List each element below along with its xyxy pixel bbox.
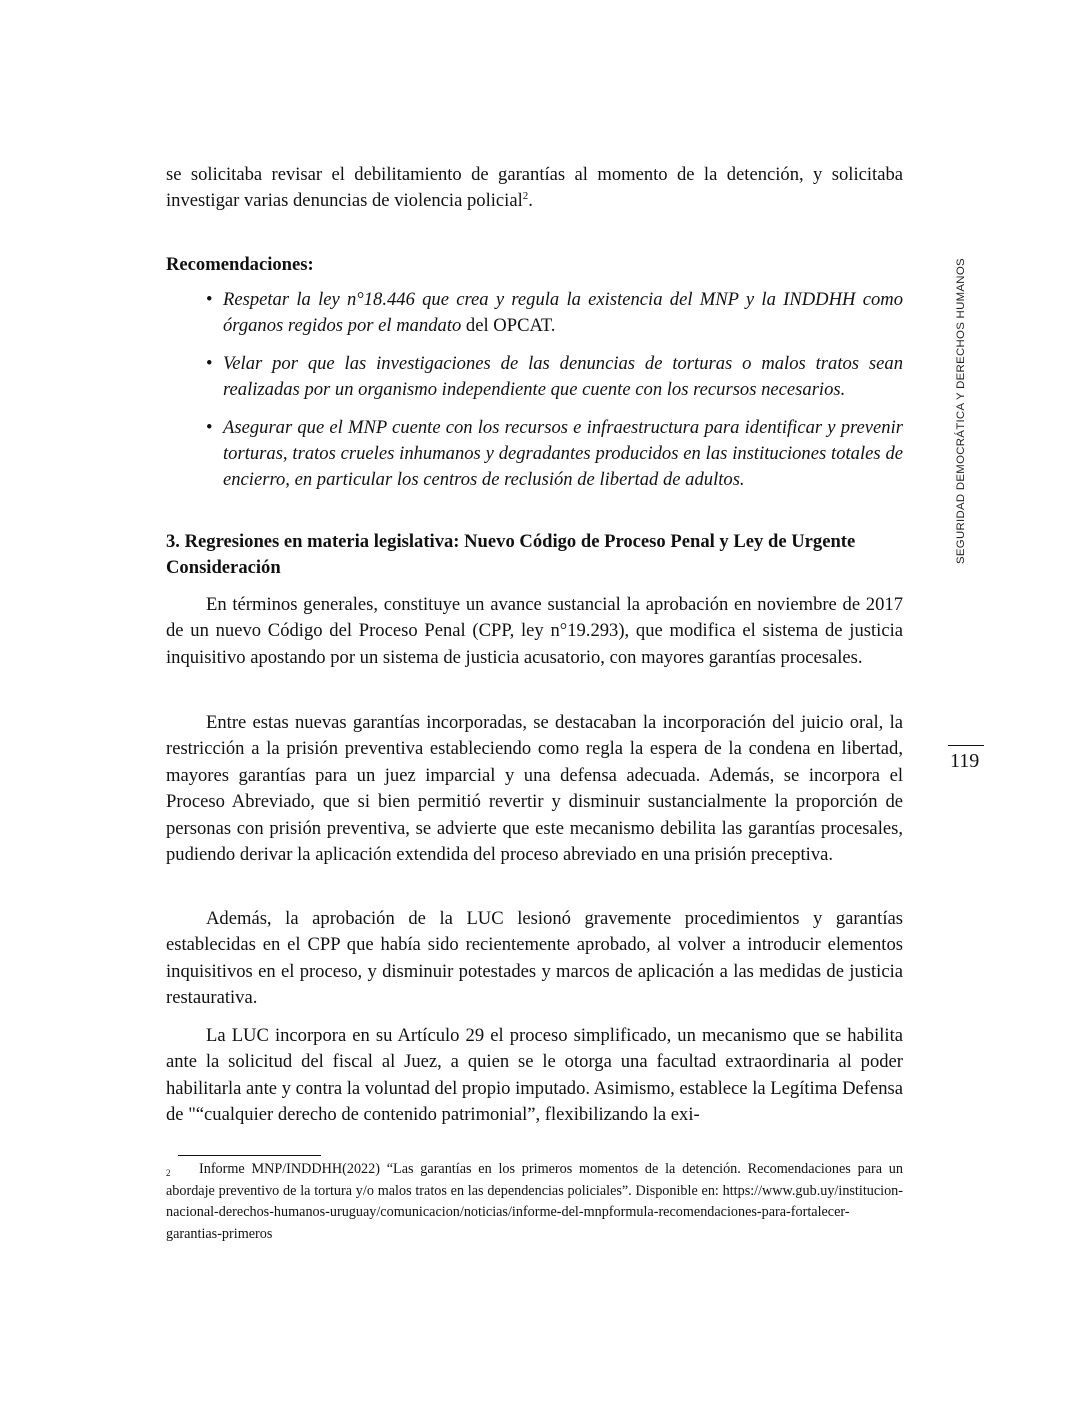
- paragraph-4: La LUC incorpora en su Artículo 29 el proceso simplificado, un mecanismo que se habilita ante la solicitud del fiscal al Juez, a quien se le otorga una facultad extraordinaria al poder habilitarla ante y contra la voluntad del propio imputado. Asimismo, establece la Legítima Defensa de "“cualquier derecho de contenido patrimonial”, flexibilizando la exi-: [166, 1025, 903, 1126]
- list-item: [166, 351, 903, 404]
- footnote-reference[interactable]: 2: [522, 190, 529, 203]
- recommendation-text: Velar por que las investigaciones de las denuncias de torturas o malos tratos sean realizadas por un organismo independiente que cuente con los recursos necesarios.: [223, 352, 903, 401]
- bullet-icon: •: [206, 289, 213, 310]
- intro-text: se solicitaba revisar el debilitamiento de garantías al momento de la detención, y solicitaba investigar varias denuncias de violencia policial: [166, 164, 903, 212]
- footnote-mark: 2: [166, 1168, 171, 1178]
- recommendation-text-normal: del OPCAT.: [461, 315, 556, 337]
- recommendations-list: [166, 287, 903, 494]
- intro-paragraph: [166, 162, 903, 215]
- paragraph-2: Entre estas nuevas garantías incorporadas, se destacaban la incorporación del juicio oral, la restricción a la prisión preventiva estableciendo como regla la espera de la condena en libertad, mayores garantías para un juez imparcial y una defensa adecuada. Además, se incorpora el Proceso Abreviado, que si bien permitió revertir y disminuir sustancialmente la proporción de personas con prisión preventiva, se advierte que este mecanismo debilita las garantías procesales, pudiendo derivar la aplicación extendida del proceso abreviado en una prisión preceptiva.: [166, 712, 903, 866]
- bullet-icon: •: [206, 416, 213, 438]
- page-number: 119: [950, 750, 980, 772]
- footnote-divider: [178, 1155, 321, 1156]
- footnote: [166, 1159, 903, 1245]
- recommendation-text: Respetar la ley n°18.446 que crea y regula la existencia del MNP y la INDDHH como órganos regidos por el mandato: [223, 289, 903, 337]
- footnote-text: Informe MNP/INDDHH(2022) “Las garantías en los primeros momentos de la detención. Recomendaciones para un abordaje preventivo de la tortura y/o malos tratos en las dependencias policiales”. Disponible en: https://www.gub.uy/institucion-nacional-derechos-humanos-uruguay/comunicacion/noticias/informe-del-mnpformula-recomendaciones-para-fortalecer-garantias-primeros: [166, 1161, 903, 1242]
- recommendation-text: Asegurar que el MNP cuente con los recursos e infraestructura para identificar y prevenir torturas, tratos crueles inhumanos y degradantes producidos en las instituciones totales de encierro, en particular los centros de reclusión de libertad de adultos.: [223, 416, 903, 491]
- intro-tail: .: [528, 190, 533, 212]
- bullet-icon: •: [206, 352, 213, 374]
- paragraph-3: Además, la aprobación de la LUC lesionó gravemente procedimientos y garantías establecidas en el CPP que había sido recientemente aprobado, al volver a introducir elementos inquisitivos en el proceso, y disminuir potestades y marcos de aplicación a las medidas de justicia restaurativa.: [166, 908, 903, 1009]
- section-heading: 3. Regresiones en materia legislativa: Nuevo Código de Proceso Penal y Ley de Urgente Consideración: [166, 531, 856, 579]
- recommendations-heading: Recomendaciones:: [166, 254, 314, 275]
- list-item: [166, 415, 903, 494]
- list-item: [166, 287, 903, 340]
- page-number-rule: [948, 745, 984, 746]
- paragraph-1: En términos generales, constituye un avance sustancial la aprobación en noviembre de 2017 de un nuevo Código del Proceso Penal (CPP, ley n°19.293), que modifica el sistema de justicia inquisitivo apostando por un sistema de justicia acusatorio, con mayores garantías procesales.: [166, 594, 903, 668]
- running-header: SEGURIDAD DEMOCRÁTICA Y DERECHOS HUMANOS: [955, 258, 967, 564]
